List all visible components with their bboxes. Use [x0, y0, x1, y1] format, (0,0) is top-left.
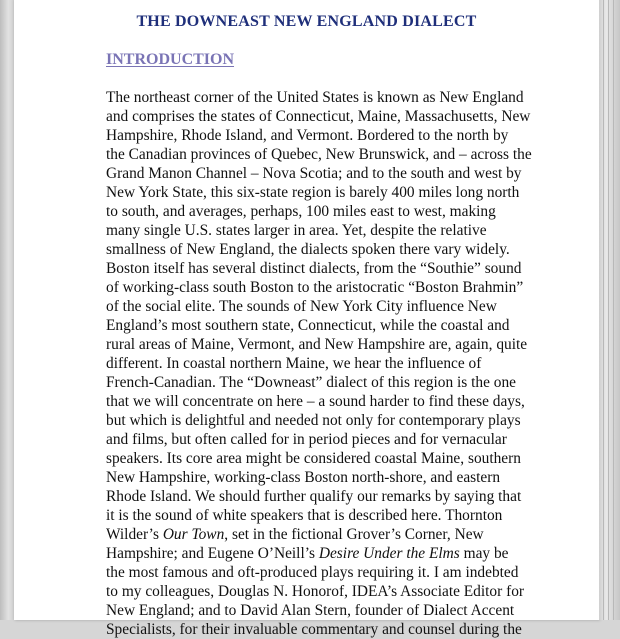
text-run: to my colleagues, Douglas N. Honorof, IDEA’s Associate Editor for	[106, 583, 525, 600]
text-line	[106, 335, 546, 354]
text-run: may be	[459, 545, 509, 562]
text-line	[106, 354, 546, 373]
text-run: Rhode Island. We should further qualify our remarks by saying that	[106, 488, 522, 505]
page-edge-line	[608, 0, 609, 620]
text-line	[106, 620, 546, 639]
text-run: it is the sound of white speakers that is described here. Thornton	[106, 507, 503, 524]
text-line	[106, 411, 546, 430]
text-run: that we will concentrate on here – a sound harder to find these days,	[106, 393, 525, 410]
text-line	[106, 126, 546, 145]
text-run: the Canadian provinces of Quebec, New Brunswick, and – across the	[106, 146, 532, 163]
text-line	[106, 582, 546, 601]
text-run: the most famous and oft-produced plays requiring it. I am indebted	[106, 564, 519, 581]
text-line	[106, 430, 546, 449]
text-line	[106, 506, 546, 525]
text-line	[106, 297, 546, 316]
text-run: England’s most southern state, Connecticut, while the coastal and	[106, 317, 510, 334]
page-edge-line	[613, 0, 614, 620]
text-line	[106, 525, 546, 544]
text-line	[106, 202, 546, 221]
text-run: smallness of New England, the dialects spoken there vary widely.	[106, 241, 510, 258]
text-run: and comprises the states of Connecticut, Maine, Massachusetts, New	[106, 108, 531, 125]
body-paragraph	[106, 88, 546, 639]
text-run: to south, and averages, perhaps, 100 miles east to west, making	[106, 203, 496, 220]
text-run: rural areas of Maine, Vermont, and New Hampshire are, again, quite	[106, 336, 528, 353]
text-run: French-Canadian. The “Downeast” dialect of this region is the one	[106, 374, 517, 391]
text-line	[106, 544, 546, 563]
italic-title: Desire Under the Elms	[318, 545, 460, 562]
text-line	[106, 487, 546, 506]
text-run: New York State, this six-state region is barely 400 miles long north	[106, 184, 520, 201]
text-run: Specialists, for their invaluable commentary and counsel during the	[106, 621, 522, 638]
italic-title: Our Town	[162, 526, 225, 543]
text-run: Hampshire, Rhode Island, and Vermont. Bordered to the north by	[106, 127, 509, 144]
text-run: many single U.S. states larger in area. Yet, despite the relative	[106, 222, 487, 239]
text-line	[106, 449, 546, 468]
text-line	[106, 183, 546, 202]
text-run: New Hampshire, working-class Boston north-shore, and eastern	[106, 469, 501, 486]
text-line	[106, 316, 546, 335]
text-run: The northeast corner of the United States is known as New England	[106, 89, 524, 106]
text-run: but which is delightful and needed not only for contemporary plays	[106, 412, 521, 429]
document-page[interactable]	[14, 0, 599, 638]
section-heading-introduction: INTRODUCTION	[106, 51, 235, 68]
text-line	[106, 164, 546, 183]
text-line	[106, 563, 546, 582]
text-line	[106, 278, 546, 297]
text-line	[106, 88, 546, 107]
text-line	[106, 373, 546, 392]
text-line	[106, 107, 546, 126]
text-line	[106, 259, 546, 278]
text-line	[106, 240, 546, 259]
page-edge-line	[603, 0, 604, 620]
text-line	[106, 145, 546, 164]
text-line	[106, 392, 546, 411]
text-run: of the social elite. The sounds of New York City influence New	[106, 298, 497, 315]
text-run: of working-class south Boston to the aristocratic “Boston Brahmin”	[106, 279, 524, 296]
page-stack-edge	[599, 0, 620, 620]
text-run: Grand Manon Channel – Nova Scotia; and to the south and west by	[106, 165, 522, 182]
text-run: different. In coastal northern Maine, we hear the influence of	[106, 355, 482, 372]
text-run: speakers. Its core area might be considered coastal Maine, southern	[106, 450, 521, 467]
text-line	[106, 601, 546, 620]
text-run: and films, but often called for in period pieces and for vernacular	[106, 431, 507, 448]
text-run: Hampshire; and Eugene O’Neill’s	[106, 545, 319, 562]
text-line	[106, 468, 546, 487]
page-left-shadow	[0, 0, 14, 620]
page-title: THE DOWNEAST NEW ENGLAND DIALECT	[136, 13, 477, 30]
text-run: New England; and to David Alan Stern, founder of Dialect Accent	[106, 602, 515, 619]
text-line	[106, 221, 546, 240]
text-run: , set in the fictional Grover’s Corner, New	[224, 526, 484, 543]
text-run: Wilder’s	[106, 526, 163, 543]
text-run: Boston itself has several distinct dialects, from the “Southie” sound	[106, 260, 522, 277]
